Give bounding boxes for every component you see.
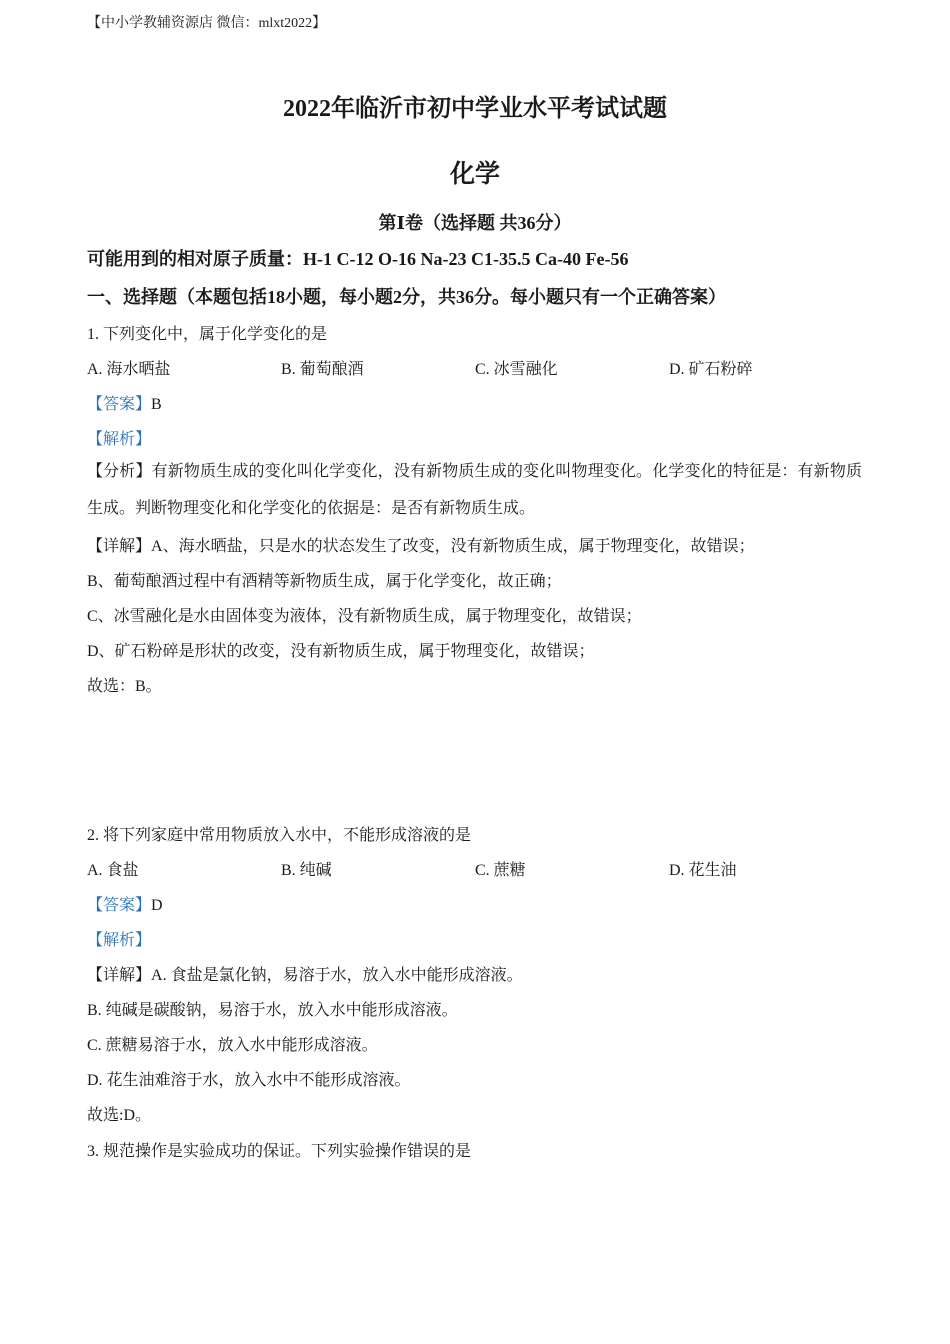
analysis-tag: 【解析】 xyxy=(87,431,152,448)
question-1-answer xyxy=(87,391,162,414)
atomic-masses: 可能用到的相对原子质量：H-1 C-12 O-16 Na-23 C1-35.5 Ca-40 Fe-56 xyxy=(87,249,629,269)
question-1-stem: 1. 下列变化中，属于化学变化的是 xyxy=(87,326,328,343)
analysis-lead-tag: 【分析】 xyxy=(87,463,152,480)
question-1-option-a: A. 海水晒盐 xyxy=(87,361,171,378)
exam-title: 2022年临沂市初中学业水平考试试题 xyxy=(283,96,667,122)
answer-tag: 【答案】 xyxy=(87,396,152,413)
question-2-stem: 2. 将下列家庭中常用物质放入水中，不能形成溶液的是 xyxy=(87,827,472,844)
question-1-detail-line: B、葡萄酿酒过程中有酒精等新物质生成，属于化学变化，故正确； xyxy=(87,573,562,590)
volume-title: 第Ⅰ卷（选择题 共36分） xyxy=(378,213,572,233)
question-1-option-c: C. 冰雪融化 xyxy=(475,361,558,378)
question-1-analysis-heading xyxy=(87,426,151,449)
question-2-answer xyxy=(87,892,163,915)
question-3-stem: 3. 规范操作是实验成功的保证。下列实验操作错误的是 xyxy=(87,1143,472,1160)
analysis-lead-text: 有新物质生成的变化叫化学变化，没有新物质生成的变化叫物理变化。化学变化的特征是：有新物质生成。判断物理变化和化学变化的依据是：是否有新物质生成。 xyxy=(87,463,862,517)
subject-title: 化学 xyxy=(449,161,500,188)
answer-value: D xyxy=(151,897,163,914)
question-1-conclusion: 故选：B。 xyxy=(87,678,162,695)
answer-value: B xyxy=(151,396,162,413)
answer-tag: 【答案】 xyxy=(87,897,152,914)
question-2-conclusion: 故选:D。 xyxy=(87,1107,152,1124)
analysis-tag: 【解析】 xyxy=(87,932,152,949)
question-2-detail-line: C. 蔗糖易溶于水，放入水中能形成溶液。 xyxy=(87,1037,378,1054)
question-1-analysis-paragraph xyxy=(87,453,862,527)
question-1-detail-line: D、矿石粉碎是形状的改变，没有新物质生成，属于物理变化，故错误； xyxy=(87,643,595,660)
question-1-detail-line xyxy=(87,533,755,556)
question-2-analysis-heading xyxy=(87,927,151,950)
detail-tag: 【详解】 xyxy=(87,538,152,555)
question-2-option-b: B. 纯碱 xyxy=(281,862,332,879)
question-2-detail-line: D. 花生油难溶于水，放入水中不能形成溶液。 xyxy=(87,1072,411,1089)
header-note: 【中小学教辅资源店 微信：mlxt2022】 xyxy=(87,16,327,31)
question-2-detail-line: B. 纯碱是碳酸钠，易溶于水，放入水中能形成溶液。 xyxy=(87,1002,458,1019)
question-1-detail-line: C、冰雪融化是水由固体变为液体，没有新物质生成，属于物理变化，故错误； xyxy=(87,608,642,625)
detail-text: A. 食盐是氯化钠，易溶于水，放入水中能形成溶液。 xyxy=(151,967,523,984)
question-1-option-b: B. 葡萄酿酒 xyxy=(281,361,364,378)
question-2-option-a: A. 食盐 xyxy=(87,862,139,879)
detail-text: A、海水晒盐，只是水的状态发生了改变，没有新物质生成，属于物理变化，故错误； xyxy=(151,538,755,555)
question-2-option-d: D. 花生油 xyxy=(669,862,737,879)
question-2-detail-line xyxy=(87,962,523,985)
section-title: 一、选择题（本题包括18小题，每小题2分，共36分。每小题只有一个正确答案） xyxy=(87,287,726,307)
detail-tag: 【详解】 xyxy=(87,967,152,984)
question-1-option-d: D. 矿石粉碎 xyxy=(669,361,753,378)
question-2-option-c: C. 蔗糖 xyxy=(475,862,526,879)
